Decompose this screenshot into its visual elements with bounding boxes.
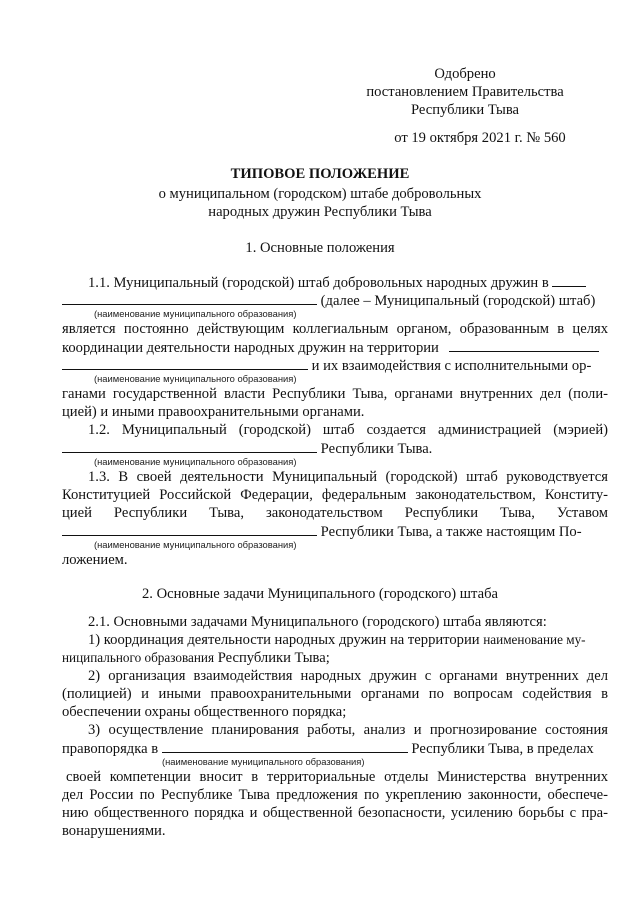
item3-line-2-text-a: правопорядка в [62,741,159,757]
p13-line-2: Конституцией Российской Федерации, федеральным законодательством, Конститу- [62,487,608,503]
blank-field [62,439,317,453]
item1-line-2-text: Республики Тыва; [217,650,330,666]
p11-line-1-text: 1.1. Муниципальный (городской) штаб добровольных народных дружин в [88,275,549,291]
blank-field [449,338,599,352]
p21-line: 2.1. Основными задачами Муниципального (городского) штаба являются: [88,614,547,630]
item1-line-1 [88,631,586,649]
p11-line-6: ганами государственной власти Республики Тыва, органами внутренних дел (поли- [62,386,608,402]
item3-line-3: своей компетенции вносит в территориальные отделы Министерства внутренних [66,769,608,785]
approval-date: от 19 октября 2021 г. № 560 [394,130,566,146]
p11-line-2-text: (далее – Муниципальный (городской) штаб) [320,293,596,309]
item2-line-1: 2) организация взаимодействия народных дружин с органами внутренних дел [88,668,608,684]
p11-line-5-text: и их взаимодействия с исполнительными ор- [311,358,592,374]
item2-line-2: (полицией) и иными правоохранительными органами по вопросам содействия в [62,686,608,702]
p12-line-2-text: Республики Тыва. [320,441,433,457]
approval-line-2: постановлением Правительства [366,84,564,100]
blank-field [552,273,586,287]
blank-field [62,522,317,536]
p11-line-7: цией) и иными правоохранительными органами. [62,404,365,420]
item3-line-1: 3) осуществление планирования работы, анализ и прогнозирование состояния [88,722,608,738]
field-caption: (наименование муниципального образования) [94,539,297,550]
item3-line-2-text-b: Республики Тыва, в пределах [411,741,594,757]
document-title [0,165,640,183]
p13-line-4-text: Республики Тыва, а также настоящим По- [320,524,582,540]
approval-line-3: Республики Тыва [410,102,520,118]
section-2-heading: 2. Основные задачи Муниципального (городского) штаба [142,586,498,602]
document-title-text: ТИПОВОЕ ПОЛОЖЕНИЕ [230,166,410,182]
p13-line-3: цией Республики Тыва, законодательством Республики Тыва, Уставом [62,505,608,521]
item3-line-6: вонарушениями. [62,823,166,839]
p11-line-4-text: координации деятельности народных дружин на территории [62,340,439,356]
item3-line-4: дел России по Республике Тыва предложения по укреплению законности, обеспече- [62,787,608,803]
blank-field [162,739,408,753]
field-caption: (наименование муниципального образования) [94,373,297,384]
field-caption: (наименование муниципального образования) [94,456,297,467]
item1-placeholder-text-cont: ниципального образования [62,650,215,665]
p11-line-3: является постоянно действующим коллегиальным органом, образованным в целях [62,321,608,337]
item3-line-5: нию общественного порядка и общественной безопасности, усилению борьбы с пра- [62,805,608,821]
p13-line-1: 1.3. В своей деятельности Муниципальный (городской) штаб руководствуется [88,469,608,485]
p12-line-1: 1.2. Муниципальный (городской) штаб создается администрацией (мэрией) [88,422,608,438]
blank-field [62,291,317,305]
item1-placeholder-text: наименование му- [483,632,586,647]
section-1-heading: 1. Основные положения [245,240,395,256]
document-subtitle-2: народных дружин Республики Тыва [208,204,432,220]
item1-line-1-text: 1) координация деятельности народных дружин на территории [88,632,480,648]
blank-field [62,356,308,370]
p11-line-1 [88,273,586,292]
approval-line-1: Одобрено [434,66,496,82]
item1-line-2 [62,649,330,667]
p13-line-5: ложением. [62,552,128,568]
p11-line-4 [62,338,599,357]
item2-line-3: обеспечении охраны общественного порядка; [62,704,347,720]
document-subtitle-1: о муниципальном (городском) штабе добровольных [158,186,482,202]
field-caption: (наименование муниципального образования) [162,756,365,767]
field-caption: (наименование муниципального образования) [94,308,297,319]
